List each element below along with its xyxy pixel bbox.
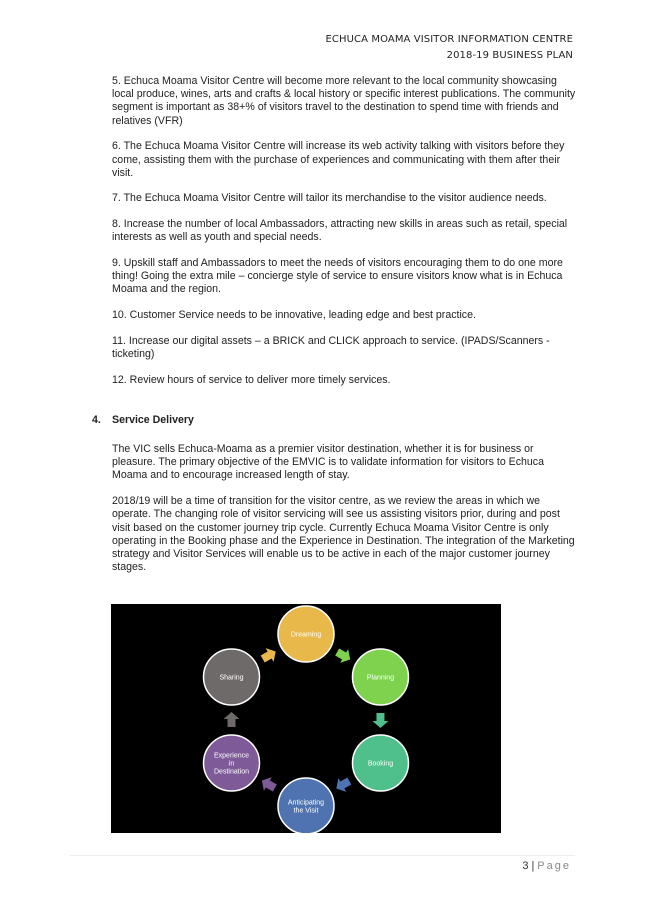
list-item: 5. Echuca Moama Visitor Centre will become more relevant to the local community showcasing local produce, wines, arts and crafts & local history or specific interest publications. The community segment is important as 38+% of visitors travel to the destination to spend time with friends and relatives (VFR) xyxy=(112,75,576,127)
list-item: 9. Upskill staff and Ambassadors to meet the needs of visitors encouraging them to do one more thing! Going the extra mile – concierge style of service to ensure visitors know what is in Echuca Moama and the region. xyxy=(112,257,563,296)
cycle-stage-label: Planning xyxy=(366,674,395,682)
cycle-arrow xyxy=(332,774,353,795)
arrow-shape xyxy=(259,645,280,666)
customer-journey-cycle-diagram xyxy=(111,604,501,833)
numbered-list xyxy=(112,75,580,399)
cycle-stage-label: Sharing xyxy=(219,674,244,682)
page-number: 3 xyxy=(522,860,529,872)
document-header xyxy=(326,32,573,64)
section-title: Service Delivery xyxy=(112,414,194,426)
arrow-shape xyxy=(333,645,354,666)
cycle-arrow xyxy=(224,712,240,727)
arrow-shape xyxy=(332,774,353,795)
cycle-arrow xyxy=(258,774,279,795)
list-item: 10. Customer Service needs to be innovative, leading edge and best practice. xyxy=(112,309,476,322)
cycle-arrow xyxy=(259,645,280,666)
cycle-stage-label: Booking xyxy=(367,760,394,768)
page-footer xyxy=(522,860,571,872)
cycle-stage-label: the Visit xyxy=(293,807,319,815)
cycle-stage-label: Dreaming xyxy=(290,631,322,639)
section-heading xyxy=(92,414,194,426)
list-item: 6. The Echuca Moama Visitor Centre will increase its web activity talking with visitors before they come, assisting them with the purchase of experiences and communicating with them after their visit. xyxy=(112,140,565,179)
list-item: 11. Increase our digital assets – a BRICK and CLICK approach to service. (IPADS/Scanners - ticketing) xyxy=(112,334,550,361)
arrow-shape xyxy=(372,713,388,728)
cycle-stage-label: Anticipating xyxy=(287,799,325,807)
page-label: Page xyxy=(537,860,571,872)
list-item: 8. Increase the number of local Ambassadors, attracting new skills in areas such as retail, special interests as well as youth and special needs. xyxy=(112,218,568,244)
section-number: 4. xyxy=(92,414,101,426)
cycle-svg xyxy=(111,604,501,833)
header-subtitle: 2018-19 BUSINESS PLAN xyxy=(446,50,573,61)
list-item: 12. Review hours of service to deliver more timely services. xyxy=(112,373,391,386)
cycle-arrow xyxy=(372,713,388,728)
cycle-stage-label: Destination xyxy=(214,768,250,776)
footer-separator: | xyxy=(531,860,535,872)
header-title: ECHUCA MOAMA VISITOR INFORMATION CENTRE xyxy=(325,34,573,45)
list-item: 7. The Echuca Moama Visitor Centre will tailor its merchandise to the visitor audience needs. xyxy=(112,192,547,205)
cycle-stage-label: Experience xyxy=(214,752,250,760)
arrow-shape xyxy=(258,774,279,795)
section-paragraph: The VIC sells Echuca-Moama as a premier visitor destination, whether it is for business or pleasure. The primary objective of the EMVIC is to validate information for visitors to Echuca Moama and to encourage increased length of stay. xyxy=(112,443,544,482)
cycle-arrow xyxy=(333,645,354,666)
cycle-stage-label: in xyxy=(228,760,235,768)
section-paragraph: 2018/19 will be a time of transition for the visitor centre, as we review the areas in which we operate. The changing role of visitor servicing will see us assisting visitors prior, during and post visit based on the customer journey trip cycle. Currently Echuca Moama Visitor Centre is only operating in the Booking phase and the Experience in Destination. The integration of the Marketing strategy and Visitor Services will enable us to be active in each of the major customer journey stages. xyxy=(112,495,575,574)
footer-divider xyxy=(70,855,575,856)
arrow-shape xyxy=(224,712,240,727)
section-body xyxy=(112,443,580,587)
